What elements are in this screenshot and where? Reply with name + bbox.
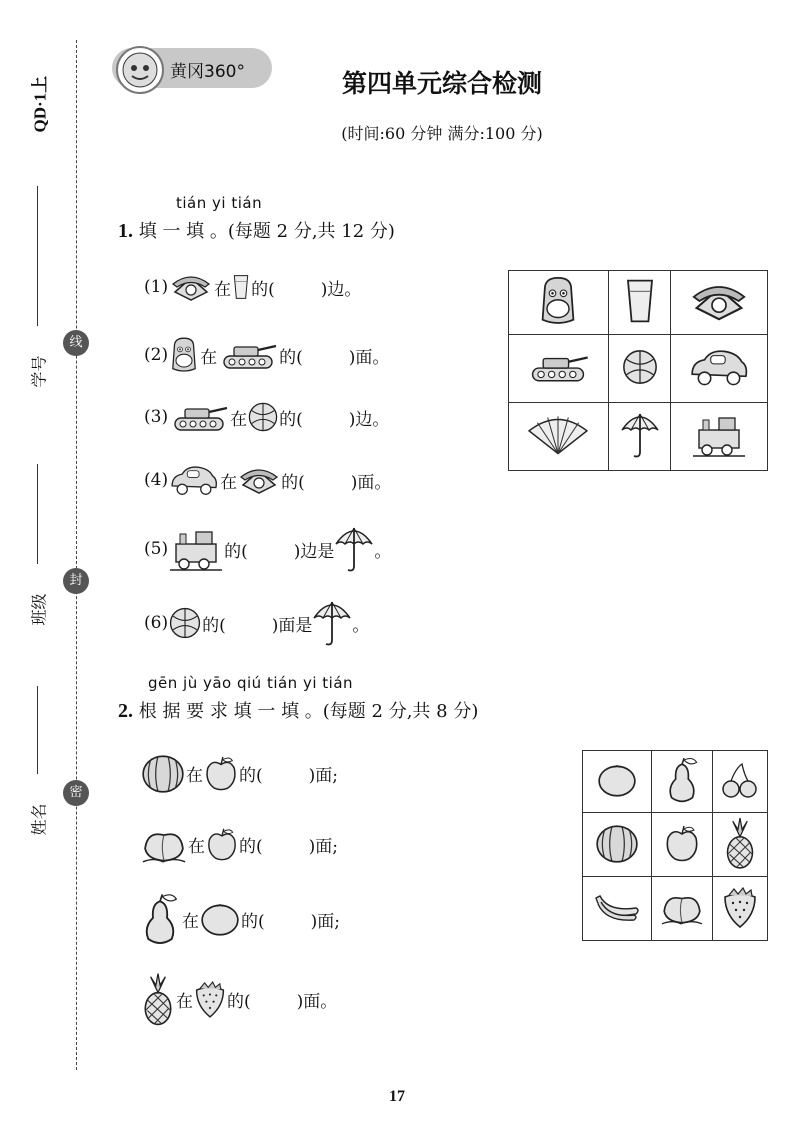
item-number: (4) — [144, 470, 169, 490]
margin-line — [37, 464, 38, 564]
ball-icon — [168, 606, 202, 640]
grid-cell — [583, 751, 652, 813]
q2-item-1 — [140, 752, 338, 794]
ball-icon — [621, 348, 659, 386]
q2-item-4 — [140, 972, 337, 1026]
word-of: 的( — [239, 765, 263, 786]
item-number: (2) — [144, 345, 169, 365]
brand-name: 黄冈360° — [170, 62, 245, 82]
grid-cell — [712, 751, 767, 813]
peach-icon — [140, 824, 188, 864]
orange-icon — [199, 901, 241, 937]
period: 。 — [374, 541, 392, 562]
strawberry-icon — [193, 979, 227, 1019]
strawberry-icon — [721, 885, 759, 929]
banana-icon — [592, 890, 642, 924]
word-of: 的( — [279, 347, 303, 368]
grid-cell — [651, 751, 712, 813]
page-title: 第四单元综合检测 — [341, 69, 542, 98]
word-of: 的( — [202, 615, 226, 636]
period: 。 — [352, 615, 370, 636]
orange-icon — [596, 762, 638, 798]
q1-item-2 — [144, 336, 389, 374]
word-of: 的( — [241, 911, 265, 932]
car-icon — [168, 464, 220, 496]
train-icon — [168, 525, 224, 573]
word-face: )面。 — [296, 991, 338, 1012]
word-at: 在 — [230, 409, 248, 430]
tank-icon — [168, 400, 230, 434]
q1-item-6 — [144, 598, 369, 648]
q1-item-1 — [144, 272, 361, 302]
fan-icon — [527, 414, 589, 456]
word-at: 在 — [188, 836, 205, 857]
umbrella-icon — [620, 410, 660, 460]
umbrella-icon — [312, 598, 352, 648]
grid-cell — [651, 877, 712, 941]
train-icon — [691, 411, 747, 459]
student-id-label: 学号 — [29, 355, 49, 388]
pear-icon — [138, 892, 182, 946]
item-number: (3) — [144, 407, 169, 427]
word-at: 在 — [214, 279, 232, 300]
word-at: 在 — [176, 991, 193, 1012]
margin-line — [37, 686, 38, 774]
word-at: 在 — [220, 472, 238, 493]
grid-cell — [583, 813, 652, 877]
q1-item-4 — [144, 464, 391, 496]
q2-fruit-grid — [582, 750, 768, 941]
grid-cell — [712, 877, 767, 941]
word-of: 的( — [279, 409, 303, 430]
ball-icon — [247, 401, 279, 433]
pear-icon — [664, 756, 700, 804]
cut-line — [76, 40, 77, 1070]
grid-cell — [712, 813, 767, 877]
grid-cell — [509, 335, 609, 403]
word-of: 的( — [227, 991, 251, 1012]
apple-icon — [205, 826, 239, 862]
q1-item-3 — [144, 400, 389, 434]
name-label: 姓名 — [29, 803, 49, 836]
q2-title-text: 根 据 要 求 填 一 填 。(每题 2 分,共 8 分) — [138, 701, 479, 722]
word-of: 的( — [224, 541, 248, 562]
word-at: 在 — [186, 765, 203, 786]
item-number: (6) — [144, 613, 169, 633]
word-of: 的( — [239, 836, 263, 857]
word-face: )面。 — [350, 472, 392, 493]
apple-icon — [663, 824, 701, 862]
word-of: 的( — [251, 279, 275, 300]
telephone-icon — [691, 280, 747, 322]
grid-cell — [608, 271, 671, 335]
word-face: )面; — [308, 836, 339, 857]
grid-cell — [608, 335, 671, 403]
word-face: )面; — [310, 911, 341, 932]
tank-icon — [217, 338, 279, 372]
grid-cell — [509, 403, 609, 471]
pineapple-icon — [722, 817, 758, 869]
backpack-icon — [168, 336, 200, 374]
q2-title — [118, 697, 478, 723]
watermelon-icon — [140, 752, 186, 794]
umbrella-icon — [334, 524, 374, 574]
page-subtitle: (时间:60 分钟 满分:100 分) — [341, 124, 543, 143]
grid-cell — [583, 877, 652, 941]
word-side-is: )边是 — [293, 541, 335, 562]
word-at: 在 — [182, 911, 199, 932]
q2-item-3 — [138, 892, 340, 946]
item-number: (1) — [144, 277, 169, 297]
word-face: )面。 — [348, 347, 390, 368]
series-code: QD·1上 — [30, 75, 50, 133]
word-at: 在 — [200, 347, 218, 368]
q1-item-5 — [144, 524, 391, 574]
item-number: (5) — [144, 539, 169, 559]
margin-line — [37, 186, 38, 326]
q2-number: 2. — [118, 700, 133, 722]
grid-cell — [671, 335, 768, 403]
cherry-icon — [720, 760, 760, 800]
grid-cell — [608, 403, 671, 471]
word-side: )边。 — [348, 409, 390, 430]
dense-mark: 密 — [63, 780, 89, 806]
grid-cell — [651, 813, 712, 877]
line-mark: 线 — [63, 330, 89, 356]
apple-icon — [203, 754, 239, 792]
grid-cell — [671, 403, 768, 471]
q2-item-2 — [140, 824, 338, 864]
pineapple-icon — [140, 972, 176, 1026]
q1-number: 1. — [118, 220, 133, 242]
class-label: 班级 — [29, 593, 49, 626]
grid-cell — [509, 271, 609, 335]
telephone-icon — [168, 272, 214, 302]
word-side: )边。 — [320, 279, 362, 300]
q1-title-text: 填 一 填 。(每题 2 分,共 12 分) — [138, 221, 395, 242]
seal-mark: 封 — [63, 568, 89, 594]
q2-pinyin: gēn jù yāo qiú tián yi tián — [148, 674, 354, 692]
telephone-icon — [237, 465, 281, 495]
cup-icon — [622, 276, 658, 326]
page-number: 17 — [389, 1088, 405, 1105]
car-icon — [688, 347, 750, 387]
backpack-icon — [536, 275, 580, 327]
word-of: 的( — [281, 472, 305, 493]
grid-cell — [671, 271, 768, 335]
q1-picture-grid — [508, 270, 768, 471]
cup-icon — [231, 272, 251, 302]
peach-icon — [660, 888, 704, 926]
tank-icon — [526, 349, 590, 385]
watermelon-icon — [594, 822, 640, 864]
q1-pinyin: tián yi tián — [176, 194, 263, 212]
q1-title — [118, 217, 395, 243]
word-face-is: )面是 — [271, 615, 313, 636]
word-face: )面; — [308, 765, 339, 786]
